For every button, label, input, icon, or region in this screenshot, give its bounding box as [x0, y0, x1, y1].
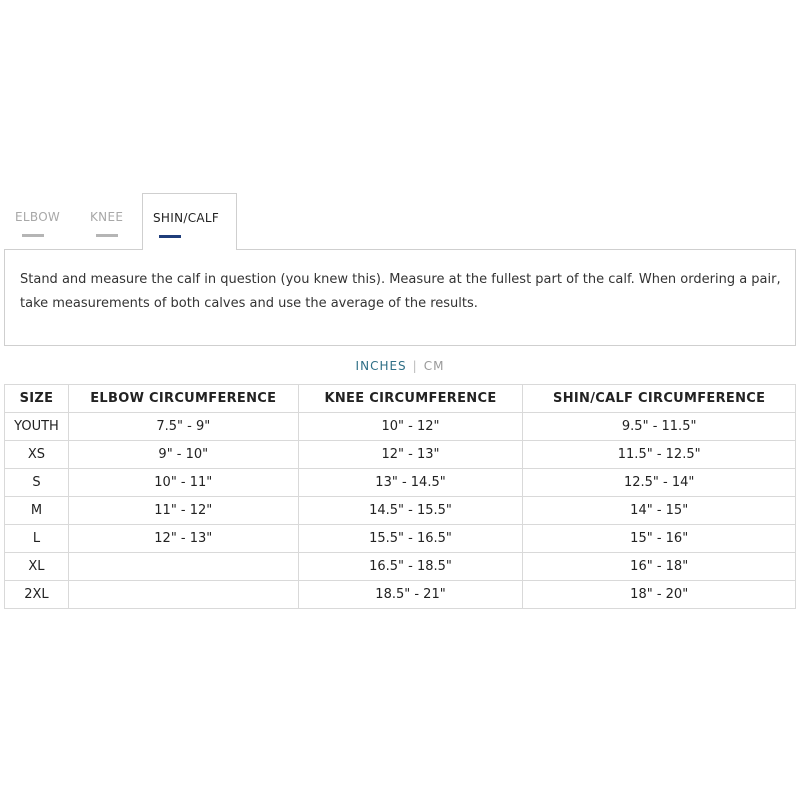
table-row: [5, 581, 796, 609]
cell-knee: 18.5" - 21": [298, 581, 523, 609]
size-chart-table: [4, 384, 796, 609]
tab-knee[interactable]: [84, 193, 142, 249]
cell-size: M: [5, 497, 69, 525]
cell-size: XS: [5, 441, 69, 469]
measurement-instructions: Stand and measure the calf in question (you knew this). Measure at the fullest part of the calf. When ordering a pair, take measurements of both calves and use the average of the results.: [4, 249, 796, 346]
cell-knee: 15.5" - 16.5": [298, 525, 523, 553]
tab-elbow-indicator: [22, 234, 44, 237]
cell-shin-calf: 11.5" - 12.5": [523, 441, 796, 469]
table-row: [5, 469, 796, 497]
cell-knee: 12" - 13": [298, 441, 523, 469]
tab-elbow-label: ELBOW: [15, 210, 61, 224]
cell-knee: 10" - 12": [298, 413, 523, 441]
cell-shin-calf: 9.5" - 11.5": [523, 413, 796, 441]
cell-size: YOUTH: [5, 413, 69, 441]
column-header-knee: KNEE CIRCUMFERENCE: [298, 385, 523, 413]
cell-shin-calf: 12.5" - 14": [523, 469, 796, 497]
table-row: [5, 441, 796, 469]
cell-knee: 16.5" - 18.5": [298, 553, 523, 581]
tab-shin-calf-indicator: [159, 235, 181, 238]
table-header-row: [5, 385, 796, 413]
unit-toggle: [0, 359, 800, 373]
table-row: [5, 497, 796, 525]
cell-elbow: [68, 581, 298, 609]
table-row: [5, 525, 796, 553]
cell-elbow: 9" - 10": [68, 441, 298, 469]
table-row: [5, 413, 796, 441]
cell-elbow: 11" - 12": [68, 497, 298, 525]
cell-knee: 13" - 14.5": [298, 469, 523, 497]
cell-size: XL: [5, 553, 69, 581]
tab-knee-label: KNEE: [90, 210, 124, 224]
table-row: [5, 553, 796, 581]
cell-size: 2XL: [5, 581, 69, 609]
cell-shin-calf: 14" - 15": [523, 497, 796, 525]
unit-separator: |: [412, 359, 418, 373]
cell-shin-calf: 16" - 18": [523, 553, 796, 581]
cell-shin-calf: 18" - 20": [523, 581, 796, 609]
cell-elbow: 10" - 11": [68, 469, 298, 497]
column-header-size: SIZE: [5, 385, 69, 413]
tab-shin-calf-label: SHIN/CALF: [153, 211, 220, 225]
tab-shin-calf[interactable]: [142, 193, 237, 250]
cell-shin-calf: 15" - 16": [523, 525, 796, 553]
cell-size: L: [5, 525, 69, 553]
cell-elbow: 7.5" - 9": [68, 413, 298, 441]
tab-elbow[interactable]: [4, 193, 84, 249]
tab-knee-indicator: [96, 234, 118, 237]
cell-elbow: 12" - 13": [68, 525, 298, 553]
unit-cm-button[interactable]: CM: [423, 359, 445, 373]
cell-size: S: [5, 469, 69, 497]
column-header-shin-calf: SHIN/CALF CIRCUMFERENCE: [523, 385, 796, 413]
cell-knee: 14.5" - 15.5": [298, 497, 523, 525]
size-guide-tabs: [4, 193, 796, 249]
column-header-elbow: ELBOW CIRCUMFERENCE: [68, 385, 298, 413]
unit-inches-button[interactable]: INCHES: [355, 359, 407, 373]
cell-elbow: [68, 553, 298, 581]
